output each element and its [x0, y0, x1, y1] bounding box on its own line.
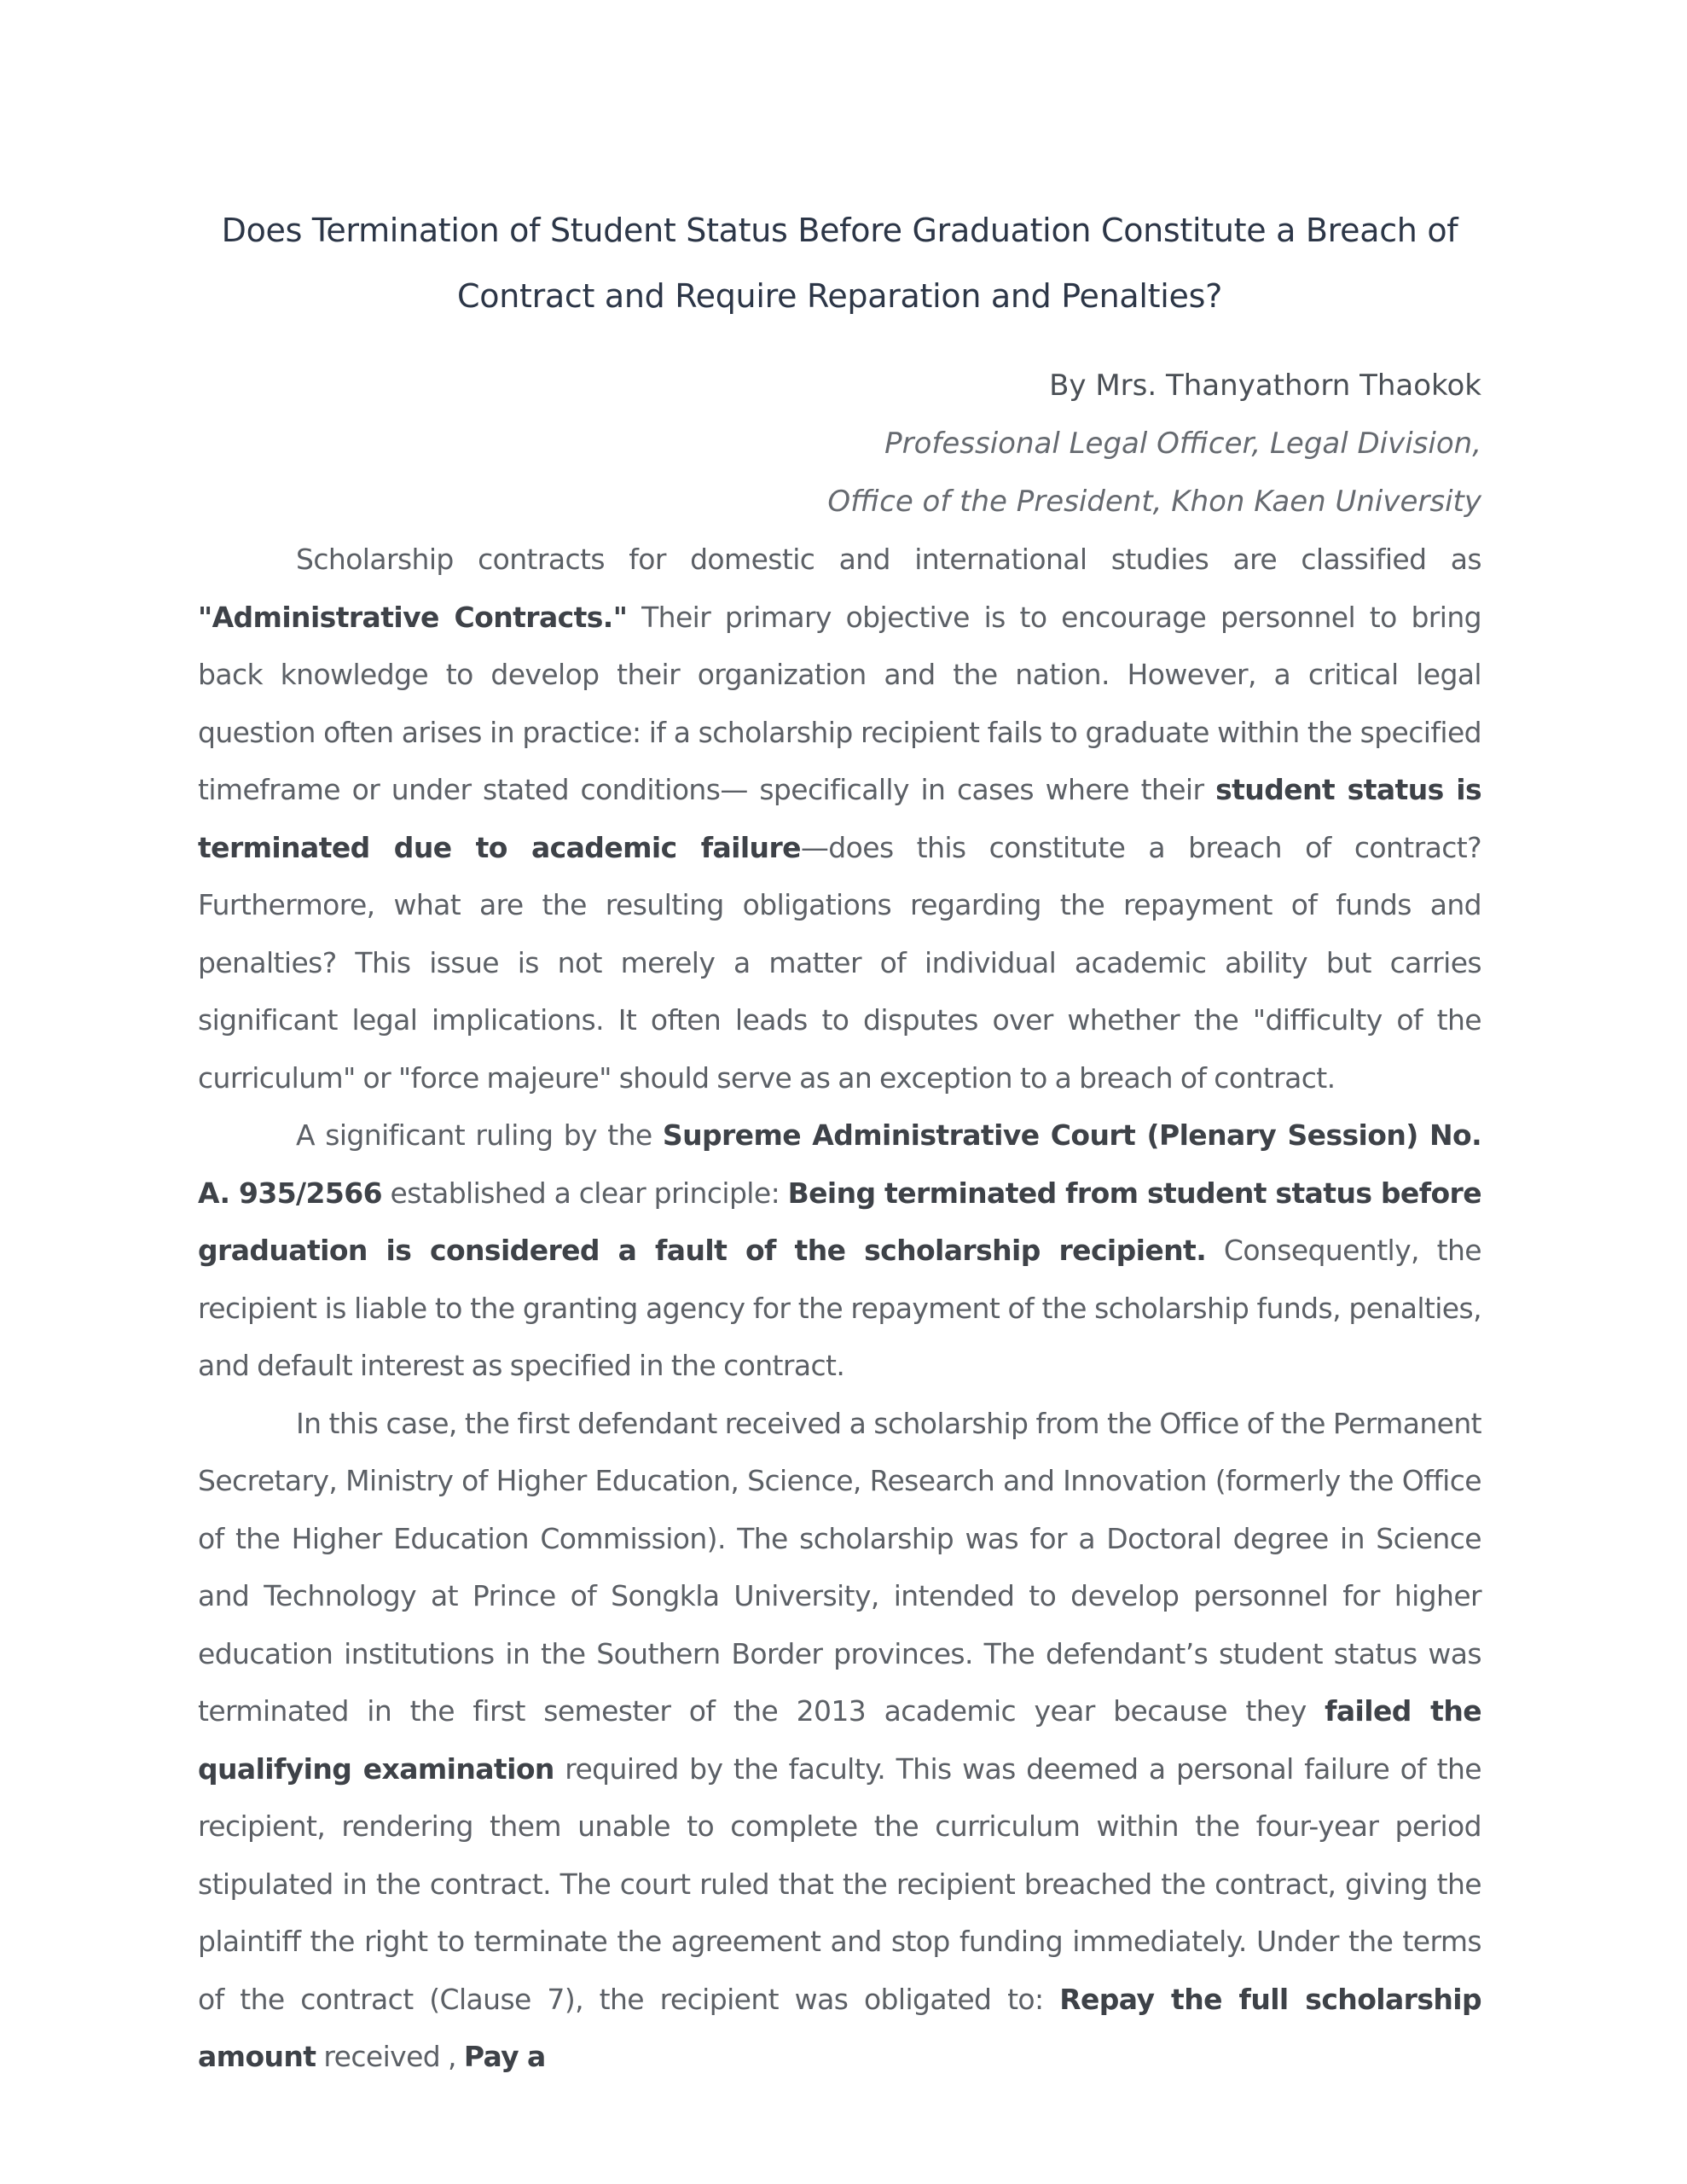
body-text-segment: Consequently, the recipient is liable to the granting agency for the repayment of the scholarship funds, penalties, and default interest as specified in the contract. [198, 1234, 1481, 1382]
paragraph-intro [198, 531, 1481, 1107]
emphasized-text: student status is terminated due to academic failure [198, 773, 1482, 864]
author-role-line-1: Professional Legal Officer, Legal Division, [884, 427, 1481, 461]
author-role-line-2: Office of the President, Khon Kaen University [827, 485, 1481, 519]
body-text-segment: Scholarship contracts for domestic and international studies are classified as [296, 543, 1481, 576]
paragraph-case-facts [198, 1395, 1481, 2086]
emphasized-text: Repay the full scholarship amount [198, 1982, 1481, 2073]
title-line-2: Contract and Require Reparation and Penalties? [457, 277, 1222, 315]
body-text-segment: Their primary objective is to encourage personnel to bring back knowledge to develop their organization and the nation. However, a critical legal question often arises in practice: if a scholarship recipient fails to graduate within the specified timeframe or under stated conditions— specifically in cases where their [198, 600, 1481, 806]
body-text-segment: A significant ruling by the [296, 1118, 663, 1152]
document-title [198, 198, 1481, 329]
emphasized-text: Supreme Administrative Court (Plenary Session) No. A. 935/2566 [198, 1118, 1482, 1210]
paragraph-ruling [198, 1107, 1481, 1395]
emphasized-text: failed the qualifying examination [198, 1694, 1482, 1786]
document-page [198, 198, 1481, 2086]
body-text-segment: established a clear principle: [381, 1176, 788, 1210]
body-text-segment: required by the faculty. This was deemed a personal failure of the recipient, rendering them unable to complete the curriculum within the four-year period stipulated in the contract. The court ruled that the recipient breached the contract, giving the plaintiff the right to terminate the agreement and stop funding immediately. Under the terms of the contract (Clause 7), the recipient was obligated to: [198, 1751, 1481, 2016]
body-text-segment: In this case, the first defendant received a scholarship from the Office of the Permanent Secretary, Ministry of Higher Education, Science, Research and Innovation (formerly the Office of the Higher Education Commission). The scholarship was for a Doctoral degree in Science and Technology at Prince of Songkla University, intended to develop personnel for higher education institutions in the Southern Border provinces. The defendant’s student status was terminated in the first semester of the 2013 academic year because they [198, 1406, 1481, 1728]
title-line-1: Does Termination of Student Status Before Graduation Constitute a Breach of [221, 212, 1458, 249]
author-name: By Mrs. Thanyathorn Thaokok [1049, 369, 1481, 403]
emphasized-text: "Administrative Contracts." [198, 600, 628, 634]
byline [198, 357, 1481, 531]
emphasized-text: Pay a [463, 2040, 546, 2073]
body-text-segment: received , [316, 2040, 464, 2073]
article-body [198, 531, 1481, 2086]
emphasized-text: Being terminated from student status before graduation is considered a fault of the scholarship recipient. [198, 1176, 1481, 1267]
body-text-segment: —does this constitute a breach of contract? Furthermore, what are the resulting obligations regarding the repayment of funds and penalties? This issue is not merely a matter of individual academic ability but carries significant legal implications. It often leads to disputes over whether the "difficulty of the curriculum" or "force majeure" should serve as an exception to a breach of contract. [198, 830, 1481, 1095]
